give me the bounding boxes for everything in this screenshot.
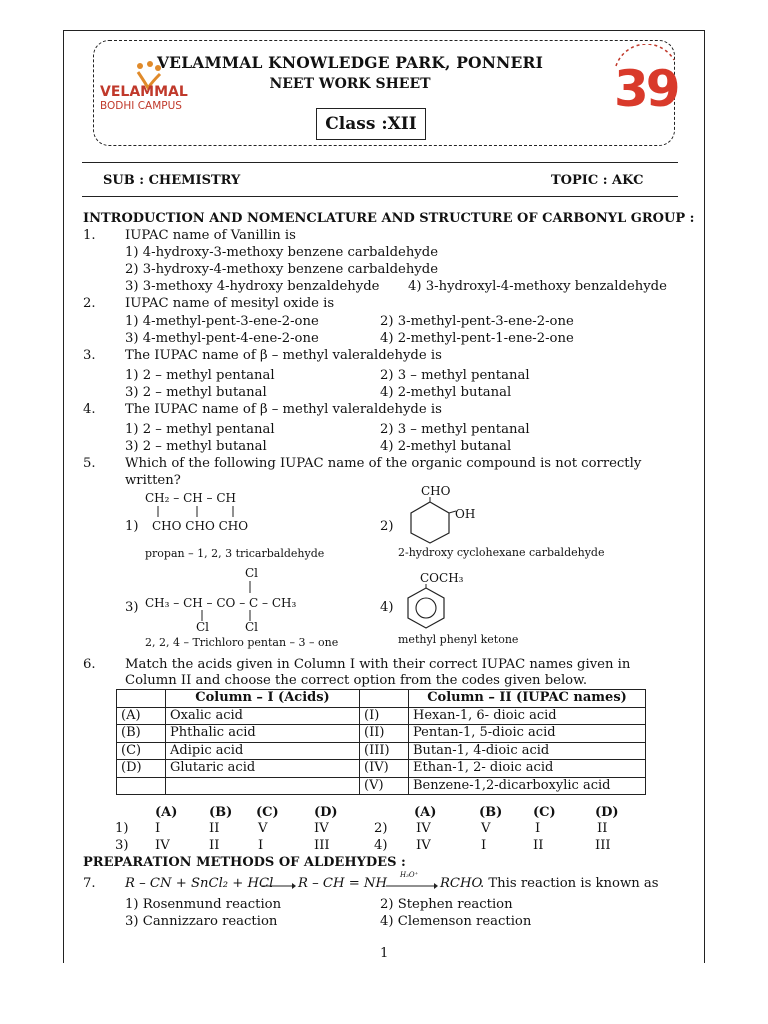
code-header: (A) bbox=[414, 805, 437, 820]
option: 4) 2-methyl butanal bbox=[380, 385, 512, 400]
option: 2) Stephen reaction bbox=[380, 897, 513, 912]
option: 1) 4-methyl-pent-3-ene-2-one bbox=[125, 314, 319, 329]
structure-name: propan – 1, 2, 3 tricarbaldehyde bbox=[145, 547, 325, 560]
question-text: The IUPAC name of β – methyl valeraldehyde is bbox=[125, 402, 442, 417]
table-cell: Pentan-1, 5-dioic acid bbox=[409, 725, 646, 743]
code-value: IV bbox=[314, 821, 329, 836]
option-label: 1) bbox=[125, 519, 139, 534]
anniversary-logo bbox=[606, 44, 684, 124]
table-cell bbox=[360, 690, 409, 708]
table-cell: (C) bbox=[117, 742, 166, 760]
question-text: IUPAC name of Vanillin is bbox=[125, 228, 296, 243]
table-header-row bbox=[117, 690, 646, 708]
code-value: II bbox=[597, 821, 608, 836]
question-text: The IUPAC name of β – methyl valeraldehyde is bbox=[125, 348, 442, 363]
table-cell: Glutaric acid bbox=[166, 760, 360, 778]
code-option: 1) bbox=[115, 821, 129, 836]
code-header: (C) bbox=[533, 805, 556, 820]
worksheet-title: NEET WORK SHEET bbox=[269, 76, 431, 92]
cyclohexane-ring bbox=[404, 497, 456, 547]
code-value: IV bbox=[155, 838, 170, 853]
table-cell: (D) bbox=[117, 760, 166, 778]
table-row bbox=[117, 725, 646, 743]
question-number: 3. bbox=[83, 348, 96, 363]
option: 1) 4-hydroxy-3-methoxy benzene carbaldehyde bbox=[125, 245, 439, 260]
code-header: (D) bbox=[595, 805, 619, 820]
code-value: II bbox=[533, 838, 544, 853]
topic: TOPIC : AKC bbox=[551, 173, 644, 188]
table-cell bbox=[166, 777, 360, 795]
question-text: Column II and choose the correct option from the codes given below. bbox=[125, 673, 588, 688]
code-option: 3) bbox=[115, 838, 129, 853]
structure-line: CH₂ – CH – CH bbox=[145, 491, 237, 505]
logo-line-2: BODHI CAMPUS bbox=[100, 100, 182, 112]
question-number: 2. bbox=[83, 296, 96, 311]
option: 1) Rosenmund reaction bbox=[125, 897, 282, 912]
table-cell: (B) bbox=[117, 725, 166, 743]
table-cell: (III) bbox=[360, 742, 409, 760]
page-number: 1 bbox=[380, 946, 389, 961]
structure-group: COCH₃ bbox=[420, 571, 464, 585]
table-cell: (IV) bbox=[360, 760, 409, 778]
table-cell: Adipic acid bbox=[166, 742, 360, 760]
structure-group: Cl bbox=[245, 566, 259, 580]
table-cell: (II) bbox=[360, 725, 409, 743]
code-header: (B) bbox=[209, 805, 233, 820]
code-value: III bbox=[595, 838, 611, 853]
table-cell: Hexan-1, 6- dioic acid bbox=[409, 707, 646, 725]
structure-bonds bbox=[145, 505, 255, 519]
table-cell: (I) bbox=[360, 707, 409, 725]
option: 4) 2-methyl-pent-1-ene-2-one bbox=[380, 331, 574, 346]
table-cell: Ethan-1, 2- dioic acid bbox=[409, 760, 646, 778]
question-number: 5. bbox=[83, 456, 96, 471]
option: 2) 3 – methyl pentanal bbox=[380, 368, 530, 383]
structure-group: Cl bbox=[245, 620, 259, 634]
section-title: PREPARATION METHODS OF ALDEHYDES : bbox=[83, 855, 406, 870]
structure-name: 2, 2, 4 – Trichloro pentan – 3 – one bbox=[145, 636, 339, 649]
code-header: (C) bbox=[256, 805, 279, 820]
table-row bbox=[117, 760, 646, 778]
subject: SUB : CHEMISTRY bbox=[103, 173, 241, 188]
structure-group: OH bbox=[455, 507, 476, 521]
question-text: Match the acids given in Column I with their correct IUPAC names given in bbox=[125, 657, 631, 672]
question-number: 1. bbox=[83, 228, 96, 243]
match-table bbox=[116, 689, 646, 795]
structure-line: CHO CHO CHO bbox=[152, 519, 249, 533]
table-cell: Butan-1, 4-dioic acid bbox=[409, 742, 646, 760]
structure-name: 2-hydroxy cyclohexane carbaldehyde bbox=[398, 546, 605, 559]
structure-name: methyl phenyl ketone bbox=[398, 633, 519, 646]
logo-line-1: VELAMMAL bbox=[100, 84, 188, 100]
code-header: (B) bbox=[479, 805, 503, 820]
option: 1) 2 – methyl pentanal bbox=[125, 368, 275, 383]
table-row bbox=[117, 707, 646, 725]
question-number: 6. bbox=[83, 657, 96, 672]
option: 3) 3-methoxy 4-hydroxy benzaldehyde bbox=[125, 279, 380, 294]
reaction-arrow bbox=[386, 881, 438, 891]
reaction-product: RCHO bbox=[440, 876, 483, 891]
divider bbox=[82, 162, 678, 163]
code-value: I bbox=[481, 838, 487, 853]
code-value: II bbox=[209, 821, 220, 836]
table-row bbox=[117, 777, 646, 795]
table-cell: Benzene-1,2-dicarboxylic acid bbox=[409, 777, 646, 795]
code-value: I bbox=[535, 821, 541, 836]
option: 1) 2 – methyl pentanal bbox=[125, 422, 275, 437]
column-header: Column – II (IUPAC names) bbox=[409, 690, 646, 708]
code-option: 4) bbox=[374, 838, 388, 853]
column-header: Column – I (Acids) bbox=[166, 690, 360, 708]
table-cell: Oxalic acid bbox=[166, 707, 360, 725]
option: 3) Cannizzaro reaction bbox=[125, 914, 278, 929]
code-value: II bbox=[209, 838, 220, 853]
question-text: IUPAC name of mesityl oxide is bbox=[125, 296, 335, 311]
table-row bbox=[117, 742, 646, 760]
question-text: written? bbox=[125, 473, 181, 488]
option: 2) 3-methyl-pent-3-ene-2-one bbox=[380, 314, 574, 329]
table-cell: (V) bbox=[360, 777, 409, 795]
code-header: (D) bbox=[314, 805, 338, 820]
option: 3) 2 – methyl butanal bbox=[125, 439, 267, 454]
code-value: IV bbox=[416, 838, 431, 853]
structure-group: CHO bbox=[421, 484, 451, 498]
table-cell bbox=[117, 777, 166, 795]
code-value: V bbox=[258, 821, 268, 836]
anniversary-number: 39 bbox=[614, 60, 678, 118]
option: 2) 3 – methyl pentanal bbox=[380, 422, 530, 437]
question-text: . This reaction is known as bbox=[480, 876, 659, 891]
reaction-arrow bbox=[262, 881, 296, 891]
option-label: 2) bbox=[380, 519, 394, 534]
code-value: I bbox=[258, 838, 264, 853]
structure-line: CH₃ – CH – CO – C – CH₃ bbox=[145, 596, 297, 610]
option: 2) 3-hydroxy-4-methoxy benzene carbaldehyde bbox=[125, 262, 439, 277]
code-value: III bbox=[314, 838, 330, 853]
option: 3) 2 – methyl butanal bbox=[125, 385, 267, 400]
question-number: 7. bbox=[83, 876, 96, 891]
table-cell: Phthalic acid bbox=[166, 725, 360, 743]
code-value: I bbox=[155, 821, 161, 836]
code-header: (A) bbox=[155, 805, 178, 820]
class-label: Class :XII bbox=[316, 108, 426, 140]
reaction-condition: H₃O⁺ bbox=[400, 871, 419, 879]
structure-group: Cl bbox=[196, 620, 210, 634]
benzene-ring bbox=[403, 584, 449, 630]
question-number: 4. bbox=[83, 402, 96, 417]
school-name: VELAMMAL KNOWLEDGE PARK, PONNERI bbox=[156, 53, 544, 72]
divider bbox=[82, 196, 678, 197]
section-title: INTRODUCTION AND NOMENCLATURE AND STRUCTURE OF CARBONYL GROUP : bbox=[83, 211, 695, 226]
option: 4) 3-hydroxyl-4-methoxy benzaldehyde bbox=[408, 279, 667, 294]
option: 3) 4-methyl-pent-4-ene-2-one bbox=[125, 331, 319, 346]
option: 4) 2-methyl butanal bbox=[380, 439, 512, 454]
question-text: Which of the following IUPAC name of the organic compound is not correctly bbox=[125, 456, 642, 471]
structure-bonds bbox=[240, 580, 260, 594]
table-cell bbox=[117, 690, 166, 708]
code-option: 2) bbox=[374, 821, 388, 836]
code-value: IV bbox=[416, 821, 431, 836]
table-cell: (A) bbox=[117, 707, 166, 725]
option-label: 3) bbox=[125, 600, 139, 615]
option: 4) Clemenson reaction bbox=[380, 914, 532, 929]
code-value: V bbox=[481, 821, 491, 836]
reaction-intermediate: R – CH = NH bbox=[298, 876, 387, 891]
reaction-lhs: R – CN + SnCl₂ + HCl bbox=[125, 876, 274, 891]
option-label: 4) bbox=[380, 600, 394, 615]
